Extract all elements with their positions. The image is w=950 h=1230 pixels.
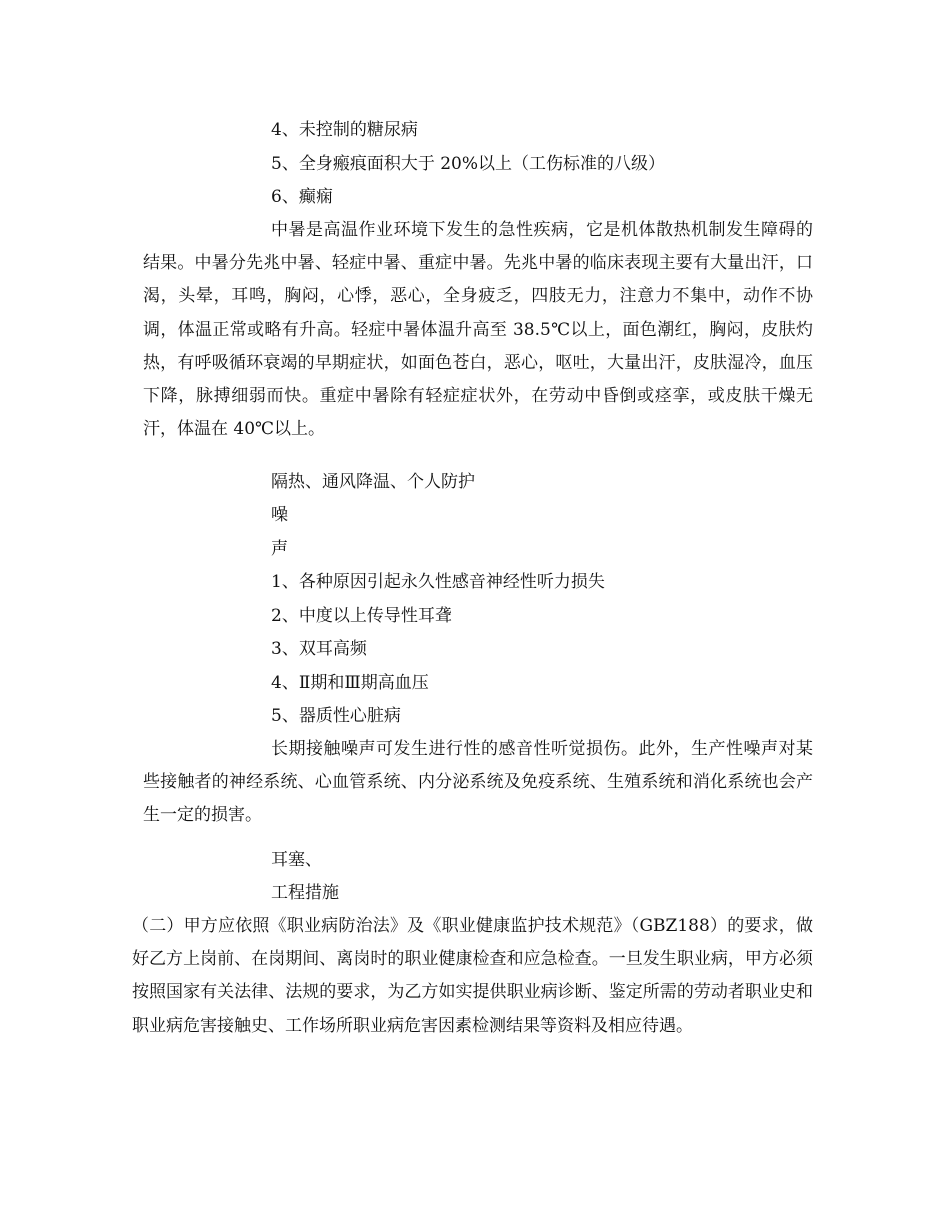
hazard-label: 声 bbox=[271, 539, 288, 559]
measure-line: 耳塞、 bbox=[271, 850, 322, 870]
list-item: 4、Ⅱ期和Ⅲ期高血压 bbox=[271, 673, 429, 693]
paragraph-noise: 长期接触噪声可发生进行性的感音性听觉损伤。此外，生产性噪声对某些接触者的神经系统、心血管系统、内分泌系统及免疫系统、生殖系统和消化系统也会产生一定的损害。 bbox=[143, 739, 813, 826]
list-item: 5、全身瘢痕面积大于 20%以上（工伤标准的八级） bbox=[271, 154, 666, 174]
hazard-label: 噪 bbox=[271, 505, 288, 525]
paragraph-clause-2: （二）甲方应依照《职业病防治法》及《职业健康监护技术规范》（GBZ188）的要求，做好乙方上岗前、在岗期间、离岗时的职业健康检查和应急检查。一旦发生职业病，甲方必须按照国家有关法律、法规的要求，为乙方如实提供职业病诊断、鉴定所需的劳动者职业史和职业病危害接触史、工作场所职业病危害因素检测结果等资料及相应待遇。 bbox=[132, 916, 813, 1036]
list-item: 3、双耳高频 bbox=[271, 639, 367, 659]
paragraph-heatstroke: 中暑是高温作业环境下发生的急性疾病，它是机体散热机制发生障碍的结果。中暑分先兆中暑、轻症中暑、重症中暑。先兆中暑的临床表现主要有大量出汗，口渴，头晕，耳鸣，胸闷，心悸，恶心，全身疲乏，四肢无力，注意力不集中，动作不协调，体温正常或略有升高。轻症中暑体温升高至 38.5℃以上，面色潮红，胸闷，皮肤灼热，有呼吸循环衰竭的早期症状，如面色苍白，恶心，呕吐，大量出汗，皮肤湿冷，血压下降，脉搏细弱而快。重症中暑除有轻症症状外，在劳动中昏倒或痉挛，或皮肤干燥无汗，体温在 40℃以上。 bbox=[143, 220, 813, 440]
list-item: 5、器质性心脏病 bbox=[271, 706, 401, 726]
list-item: 2、中度以上传导性耳聋 bbox=[271, 606, 452, 626]
list-item: 1、各种原因引起永久性感音神经性听力损失 bbox=[271, 572, 605, 592]
list-item: 4、未控制的糖尿病 bbox=[271, 120, 418, 140]
measure-line: 工程措施 bbox=[271, 883, 339, 903]
list-item: 6、癫痫 bbox=[271, 187, 333, 207]
measure-line: 隔热、通风降温、个人防护 bbox=[271, 472, 475, 492]
